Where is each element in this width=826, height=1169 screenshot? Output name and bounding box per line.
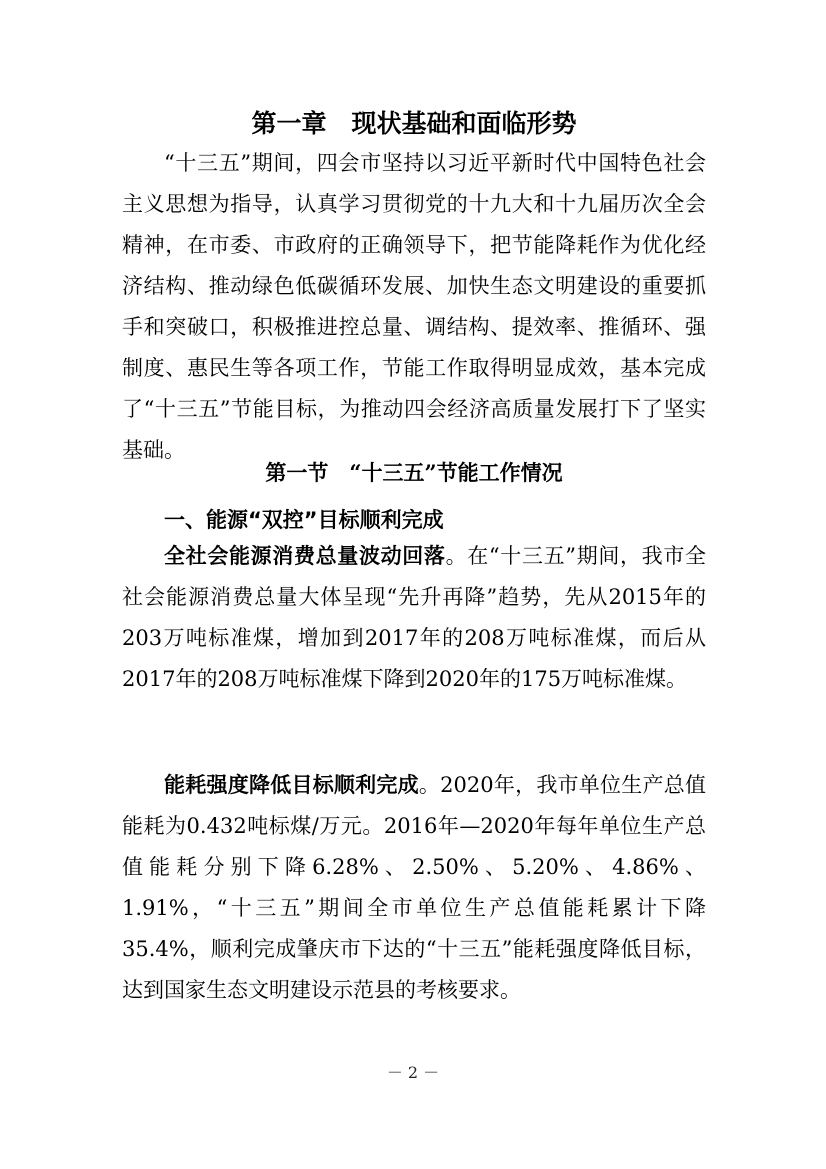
section-title: 第一节 “十三五”节能工作情况 <box>265 460 563 485</box>
paragraph-lead-consumption: 全社会能源消费总量波动回落 <box>164 544 446 568</box>
chapter-title: 第一章 现状基础和面临形势 <box>251 109 577 138</box>
paragraph-energy-consumption <box>122 536 706 700</box>
paragraph-lead-intensity: 能耗强度降低目标顺利完成 <box>164 773 419 797</box>
intro-paragraph: “十三五”期间，四会市坚持以习近平新时代中国特色社会主义思想为指导，认真学习贯彻党的十九大和十九届历次全会精神，在市委、市政府的正确领导下，把节能降耗作为优化经济结构、推动绿色低碳循环发展、加快生态文明建设的重要抓手和突破口，积极推进控总量、调结构、提效率、推循环、强制度、惠民生等各项工作，节能工作取得明显成效，基本完成了“十三五”节能目标，为推动四会经济高质量发展打下了坚实基础。 <box>122 151 706 462</box>
subheading-dual-control: 一、能源“双控”目标顺利完成 <box>164 508 444 532</box>
paragraph-body-consumption: 。在“十三五”期间，我市全社会能源消费总量大体呈现“先升再降”趋势，先从2015年的203万吨标准煤，增加到2017年的208万吨标准煤，而后从2017年的208万吨标准煤下降到2020年的175万吨标准煤。 <box>122 544 706 691</box>
paragraph-energy-intensity <box>122 765 706 1011</box>
page-number: － 2 － <box>386 1063 440 1082</box>
paragraph-body-intensity: 。2020年，我市单位生产总值能耗为0.432吨标煤/万元。2016年—2020年每年单位生产总值能耗分别下降6.28%、2.50%、5.20%、4.86%、1.91%，“十三五”期间全市单位生产总值能耗累计下降35.4%，顺利完成肇庆市下达的“十三五”能耗强度降低目标，达到国家生态文明建设示范县的考核要求。 <box>122 773 707 1002</box>
